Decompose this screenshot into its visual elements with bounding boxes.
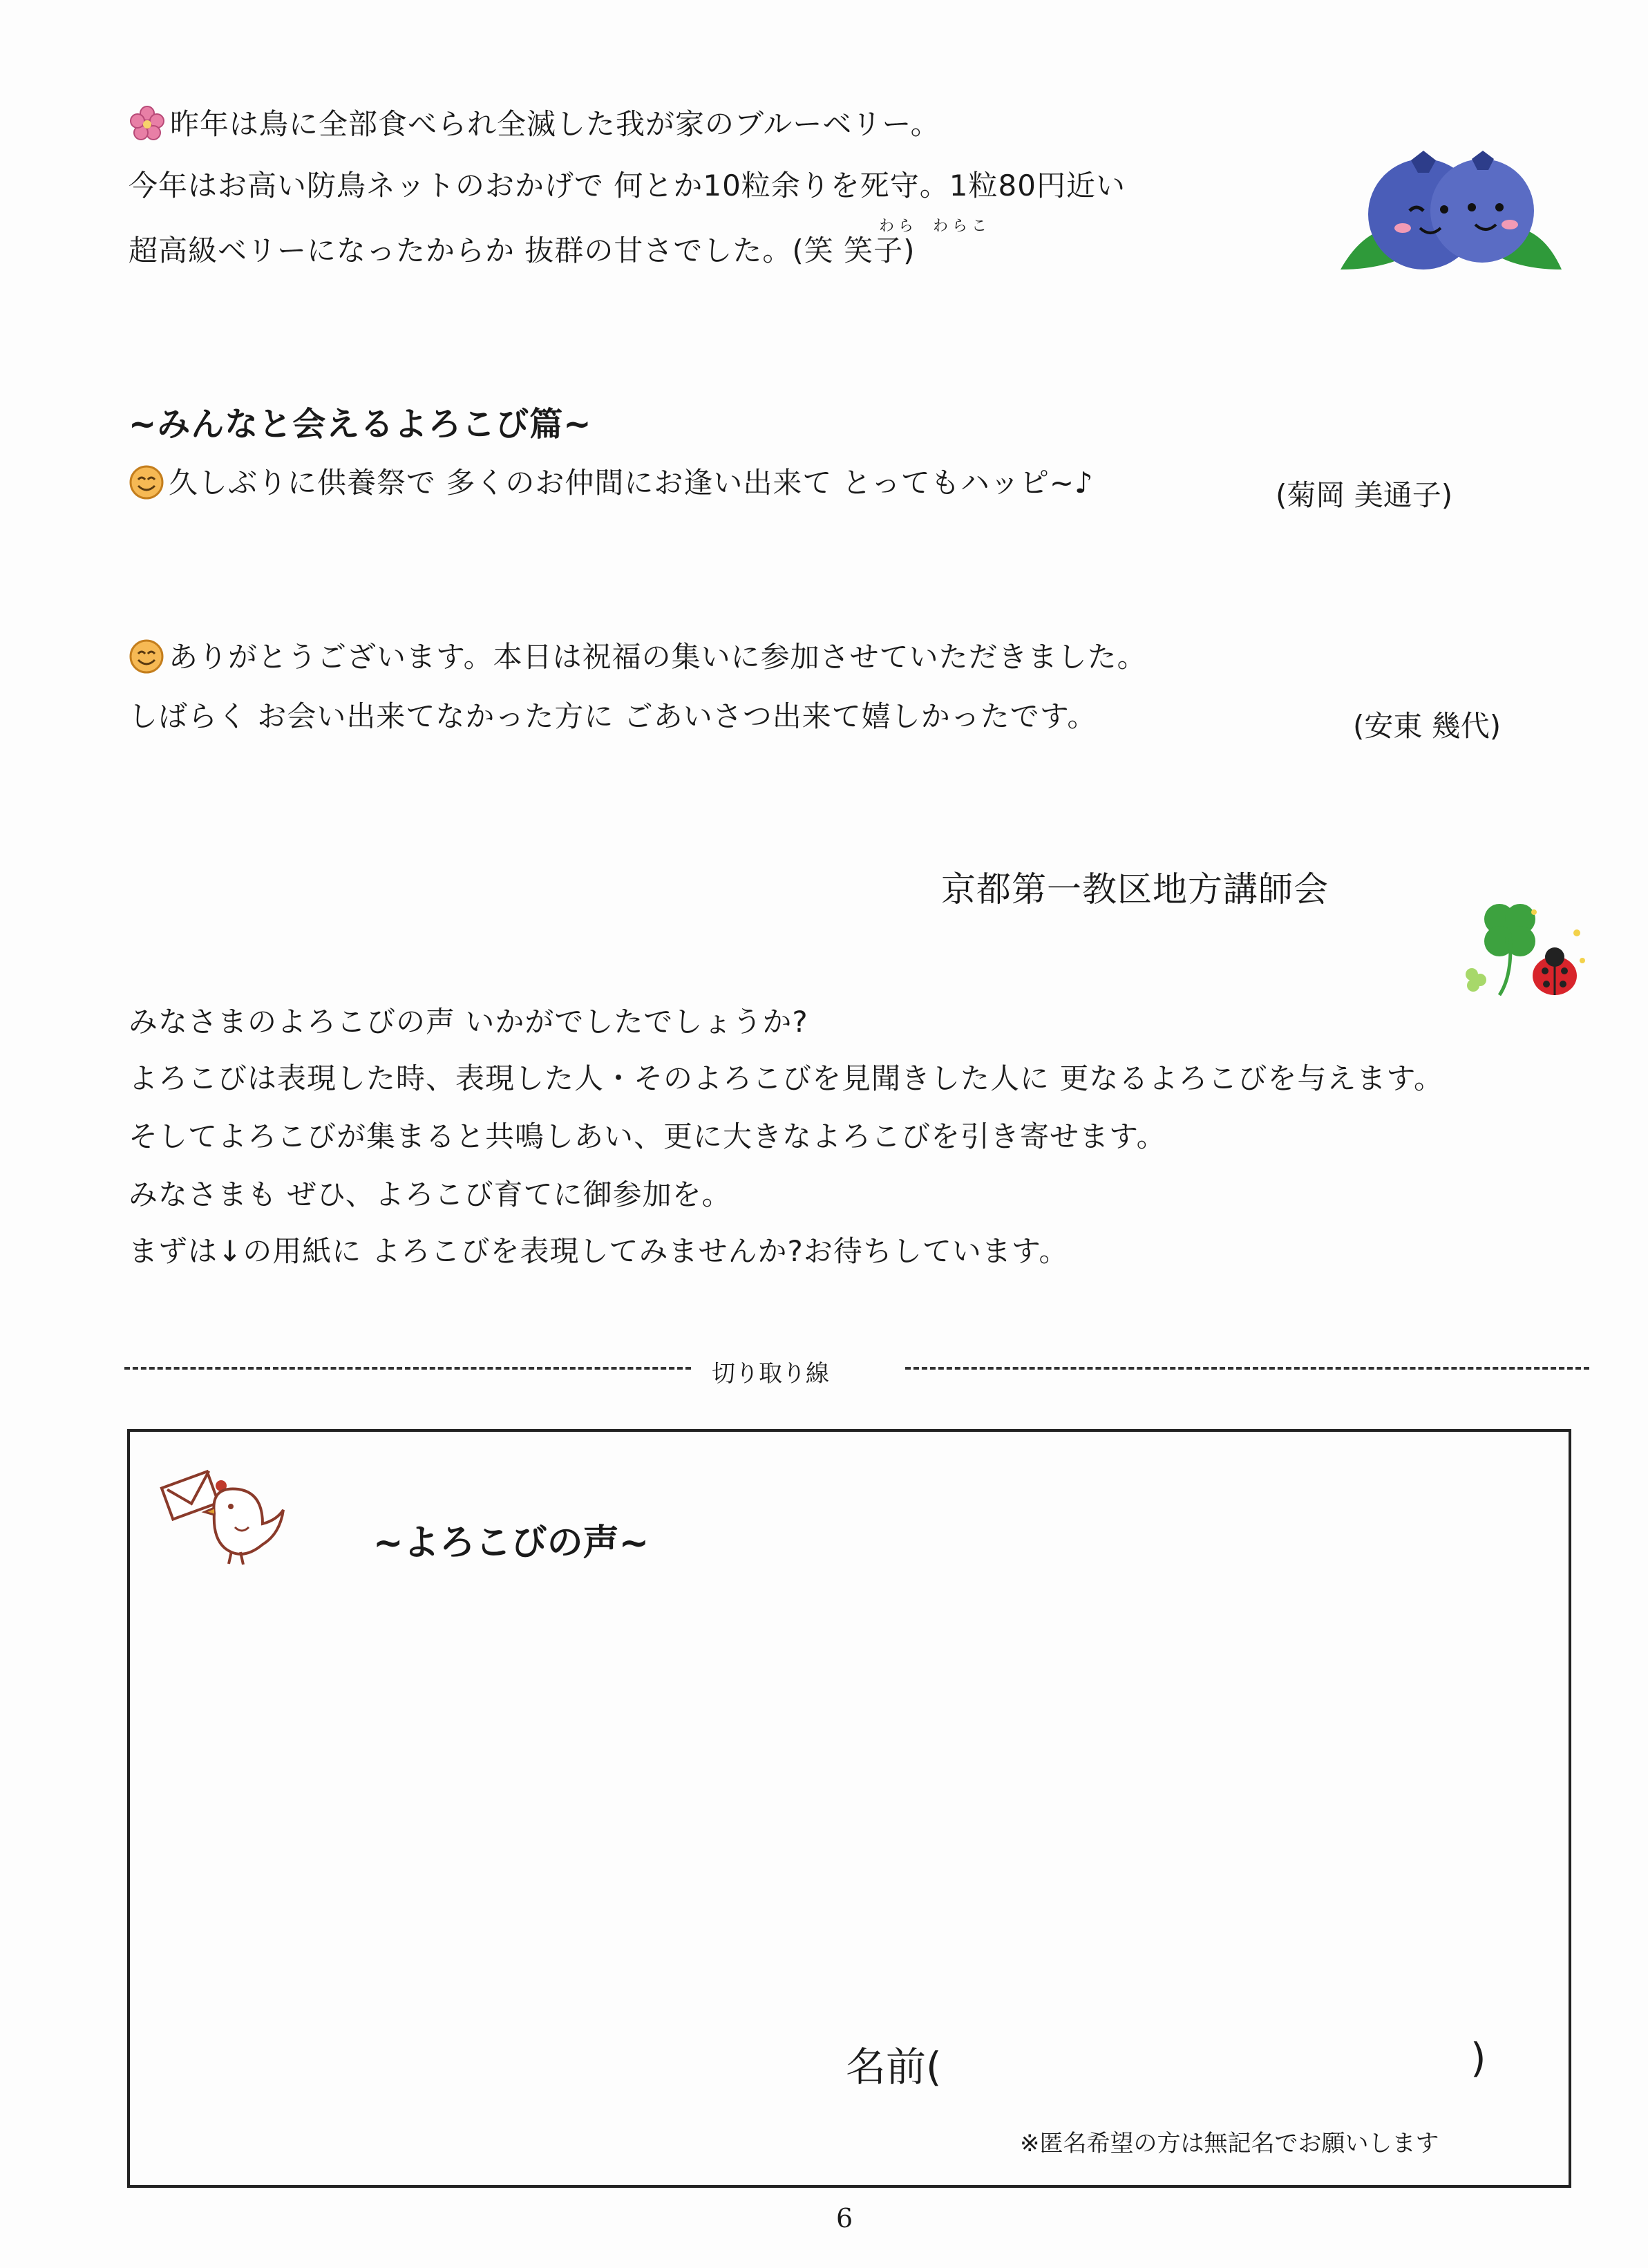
page-number: 6: [836, 2203, 853, 2233]
smile-face-icon: [129, 464, 164, 505]
name-field-label: 名前(: [846, 2043, 942, 2090]
comment-kikuoka: 久しぶりに供養祭で 多くのお仲間にお逢い出来て とってもハッピ~♪: [129, 464, 1094, 505]
joy-meeting-heading: ~みんなと会えるよろこび篇~: [129, 405, 592, 444]
berry-line-3: 超高級ベリーになったからか 抜群の甘さでした。(笑 笑子): [129, 234, 916, 267]
cherry-blossom-icon: [129, 105, 166, 147]
cut-line-label: 切り取り線: [712, 1360, 829, 1388]
blueberry-illustration: [1334, 131, 1569, 286]
message-line-1: みなさまのよろこびの声 いかがでしたでしょうか?: [129, 1005, 808, 1039]
anonymous-note: ※匿名希望の方は無記名でお願いします: [1020, 2130, 1439, 2157]
smile-face-icon: [129, 639, 164, 679]
author-ando: (安東 幾代): [1353, 709, 1502, 743]
message-writing-area[interactable]: [145, 1589, 1555, 2018]
name-field-close: ): [1470, 2034, 1486, 2081]
cut-line-left: [124, 1367, 691, 1370]
clover-ladybug-illustration: [1458, 891, 1589, 1019]
author-kikuoka: (菊岡 美通子): [1276, 478, 1453, 512]
message-line-5: まずは↓の用紙に よろこびを表現してみませんか?お待ちしています。: [129, 1234, 1069, 1268]
bird-with-letter-illustration: [159, 1458, 297, 1585]
ruby-warako: わらこ: [933, 218, 992, 235]
comment-ando-line-1: ありがとうございます。本日は祝福の集いに参加させていただきました。: [129, 639, 1147, 679]
berry-line-1: 昨年は鳥に全部食べられ全滅した我が家のブルーベリー。: [129, 105, 940, 147]
comment-ando-line-2: しばらく お会い出来てなかった方に ごあいさつ出来て嬉しかったです。: [129, 699, 1097, 733]
organization-name: 京都第一教区地方講師会: [941, 869, 1329, 909]
ruby-warau: わら: [879, 218, 918, 235]
berry-line-2: 今年はお高い防鳥ネットのおかげで 何とか10粒余りを死守。1粒80円近い: [129, 169, 1126, 202]
form-title: ~よろこびの声~: [373, 1522, 650, 1564]
name-field[interactable]: [981, 2034, 1458, 2083]
message-line-3: そしてよろこびが集まると共鳴しあい、更に大きなよろこびを引き寄せます。: [129, 1119, 1166, 1153]
message-line-2: よろこびは表現した時、表現した人・そのよろこびを見聞きした人に 更なるよろこびを与えます。: [129, 1061, 1443, 1095]
cut-line-right: [905, 1367, 1589, 1370]
message-line-4: みなさまも ぜひ、よろこび育てに御参加を。: [129, 1178, 732, 1211]
